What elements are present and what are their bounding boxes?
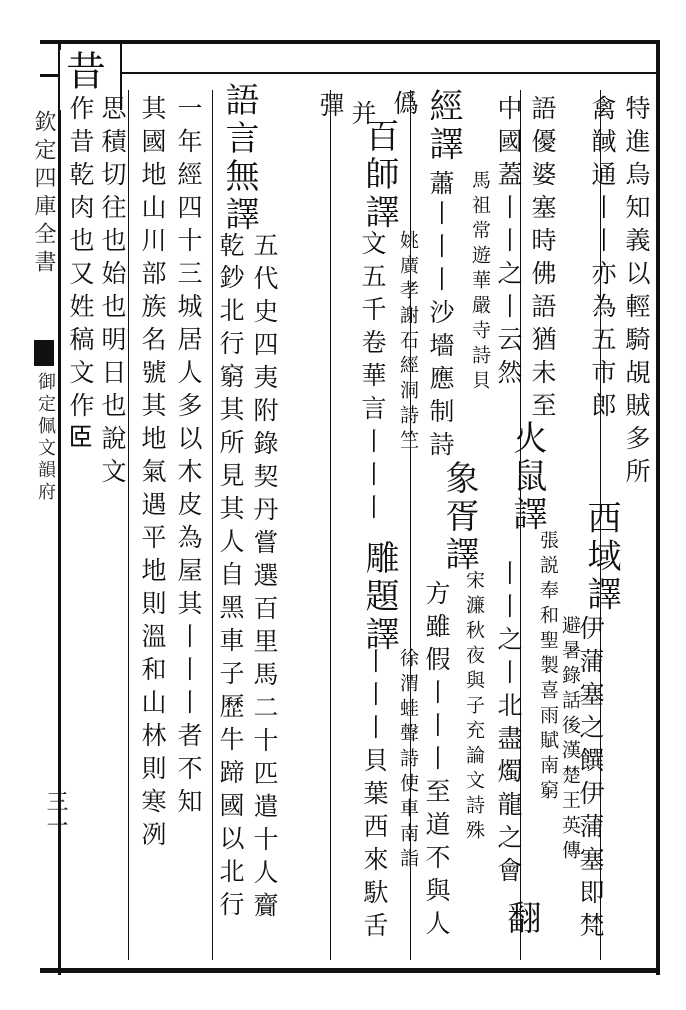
text-column: 丨丨丨沙墻應制詩 — [426, 200, 455, 464]
entry-heading: 象胥譯 — [439, 460, 479, 574]
head-character: 昔 — [66, 49, 106, 95]
annotation: 避暑錄話後漢楚王英傳 — [559, 615, 581, 865]
top-border-inner — [120, 72, 660, 74]
annotation: 張説奉和聖製喜雨賦南窮 — [537, 530, 559, 805]
text-column: 語優婆塞時佛語猶未至 — [528, 95, 557, 425]
entry-heading: 百師譯 — [359, 118, 399, 232]
entry-heading: 火鼠譯 — [507, 420, 547, 534]
text-column: 彈 — [316, 92, 345, 125]
entry-heading: 語言無譯 — [219, 82, 259, 234]
annotation: 徐渭蛙聲詩使車南詣 — [397, 648, 419, 873]
text-column: 禽馘通丨丨亦為五市郎 — [588, 95, 617, 425]
text-column: 伊蒲塞之饌伊蒲塞即梵 — [576, 615, 605, 945]
right-border — [656, 40, 660, 975]
text-column: 丨丨之丨北盡燭龍之會 — [494, 560, 523, 890]
text-column: 思積切往也始也明日也說文 — [98, 95, 127, 491]
text-column: 其國地山川部族名號其地氣遇平地則溫和山林則寒冽 — [138, 95, 167, 854]
annotation: 馬祖常遊華嚴寺詩貝 — [469, 170, 491, 395]
top-border — [40, 40, 660, 44]
entry-heading: 西域譯 — [581, 500, 621, 614]
column-rule — [128, 90, 129, 960]
margin-section-title: 御定佩文韻府 — [35, 372, 56, 504]
text-column: 方雖假丨丨丨至道不與人 — [422, 580, 451, 943]
text-column: 并 — [348, 100, 377, 133]
annotation: 姚廣孝謝石經洞詩竺 — [397, 230, 419, 455]
page-number: 三一 — [43, 790, 68, 838]
text-column: 五代史四夷附錄契丹嘗選百里馬二十匹遣十人齎 — [250, 232, 279, 925]
text-column: 一年經四十三城居人多以木皮為屋其丨丨丨者不知 — [174, 95, 203, 821]
text-column: 僞 — [390, 90, 419, 123]
column-rule — [330, 90, 331, 960]
text-column: 文五千卷華言丨丨丨 — [358, 230, 387, 527]
column-rule — [212, 90, 213, 960]
bottom-border — [40, 968, 660, 973]
margin-tab-mark — [34, 340, 54, 366]
text-column: 乾 — [216, 232, 245, 265]
text-column: 蕭 — [426, 170, 455, 203]
annotation: 宋濂秋夜與子充論文詩殊 — [463, 570, 485, 845]
head-box-bottom — [40, 74, 62, 77]
text-column: 丨丨丨貝葉西來馱舌 — [360, 648, 389, 945]
margin-book-title: 欽定四庫全書 — [31, 110, 56, 278]
text-column: 鈔北行窮其所見其人自黑車子歷牛蹄國以北行 — [216, 264, 245, 924]
entry-heading: 翻 — [501, 900, 541, 938]
entry-heading: 經譯 — [423, 88, 463, 164]
text-column: 中國蓋丨丨之丨云然 — [494, 95, 523, 392]
text-column: 作昔乾肉也又姓稿文作𦣞 — [66, 95, 95, 458]
entry-heading: 雕題譯 — [359, 540, 399, 654]
text-column: 特進烏知義以輕騎覘賊多所 — [622, 95, 651, 491]
